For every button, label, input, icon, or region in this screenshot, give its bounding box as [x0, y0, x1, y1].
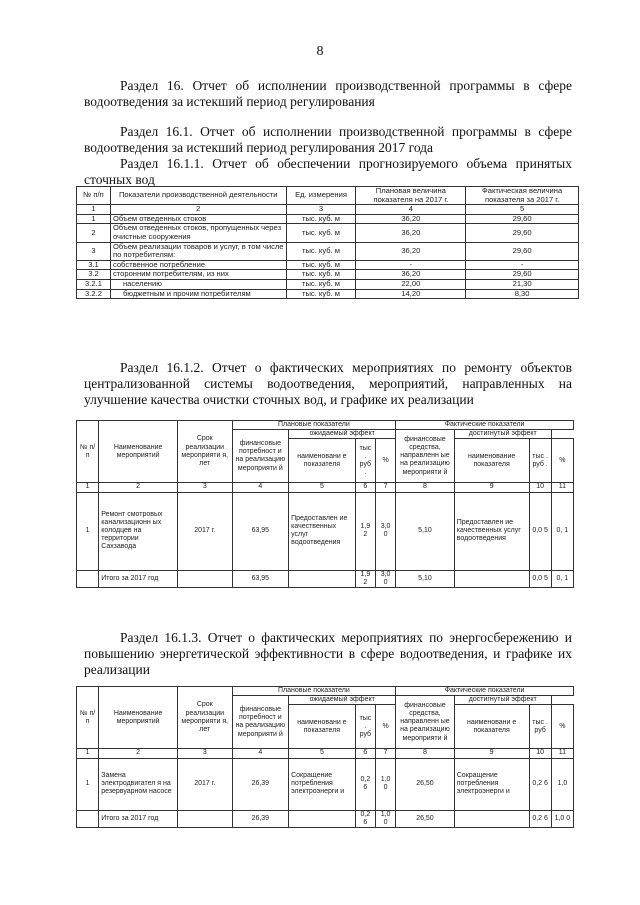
col-header-plan: Плановая величина показателя на 2017 г. [356, 187, 466, 205]
row-plan: 36,20 [356, 224, 466, 242]
col-header-plan: Плановые показатели [232, 687, 396, 696]
col-number: 5 [289, 483, 356, 492]
col-header-achieved-effect: достигнутый эффект [454, 430, 551, 439]
col-number: 1 [77, 483, 99, 492]
row-num: 1 [77, 214, 111, 224]
col-header-effect-name: наименовани е показателя [289, 439, 356, 483]
row-plan: 36,20 [356, 242, 466, 260]
row-effect-name: Предоставлен ие качественных услуг водоотведения [289, 492, 356, 570]
table-row [77, 279, 579, 289]
row-num: 3.2 [77, 270, 111, 280]
total-fact-finance: 26,50 [396, 810, 455, 827]
total-achieved-value: 0,0 5 [529, 570, 551, 587]
col-header-achieved-name: наименование показателя [454, 439, 529, 483]
row-indicator: населению [110, 279, 286, 289]
row-plan: - [356, 260, 466, 270]
section-16-title: Раздел 16. Отчет об исполнении производственной программы в сфере водоотведения за истекший период регулирования [84, 78, 572, 109]
table-row [77, 224, 579, 242]
received-wastewater-table [76, 186, 579, 299]
table-header-row [77, 187, 579, 205]
col-number: 10 [529, 749, 551, 758]
table-total-row [77, 810, 574, 827]
total-achieved-pct: 0, 1 [551, 570, 573, 587]
col-number: 11 [551, 483, 573, 492]
col-number: 6 [355, 483, 375, 492]
row-fact: 29,60 [466, 242, 579, 260]
row-num [77, 570, 99, 587]
row-num: 3.1 [77, 260, 111, 270]
col-header-achieved-value: тыс . руб [529, 705, 551, 749]
col-number: 8 [396, 749, 455, 758]
row-indicator: Объем отведенных стоков, пропущенных через очистные сооружения [110, 224, 286, 242]
total-label: Итого за 2017 год [99, 810, 178, 827]
col-header-plan-finance: финансовые потребност и на реализацию мероприяти й [232, 696, 289, 749]
col-number: 4 [232, 483, 289, 492]
total-effect-pct: 1,0 0 [375, 810, 395, 827]
row-effect-value: 0,2 6 [355, 758, 375, 810]
row-num: 1 [77, 492, 99, 570]
col-header-achieved-effect: достигнутый эффект [454, 696, 551, 705]
col-number: 5 [466, 205, 579, 215]
col-header-num: № п/ п [77, 421, 99, 483]
row-plan: 36,20 [356, 270, 466, 280]
col-header-effect-pct: % [375, 705, 395, 749]
col-header-effect-name: наименовани е показателя [289, 705, 356, 749]
row-term [178, 570, 233, 587]
col-header-term: Срок реализации мероприяти я, лет [178, 421, 233, 483]
col-number: 7 [375, 749, 395, 758]
col-number: 4 [356, 205, 466, 215]
row-plan: 14,20 [356, 289, 466, 299]
row-effect-name [289, 570, 356, 587]
col-header-achieved-pct: % [551, 439, 573, 483]
col-number: 7 [375, 483, 395, 492]
col-number: 2 [99, 483, 178, 492]
col-number: 4 [232, 749, 289, 758]
col-number: 9 [454, 483, 529, 492]
row-unit: тыс. куб. м [286, 242, 356, 260]
row-num: 1 [77, 758, 99, 810]
row-fact: 29,60 [466, 214, 579, 224]
energy-saving-table [76, 686, 574, 828]
row-achieved-name [454, 810, 529, 827]
section-16-1-2-title: Раздел 16.1.2. Отчет о фактических мероприятиях по ремонту объектов централизованной системы водоотведения, мероприятий, направленных на улучшение качества очистки сточных вод, и графике их реализации [84, 360, 572, 407]
row-effect-value: 1,9 2 [355, 492, 375, 570]
row-num: 3.2.1 [77, 279, 111, 289]
row-unit: тыс. куб. м [286, 289, 356, 299]
total-effect-value: 1,9 2 [355, 570, 375, 587]
column-number-row [77, 483, 574, 492]
row-unit: тыс. куб. м [286, 279, 356, 289]
table-row [77, 758, 574, 810]
col-header-achieved-value: тыс . руб . [529, 439, 551, 483]
row-achieved-name: Предоставлен ие качественных услуг водоотведения [454, 492, 529, 570]
col-number: 3 [178, 749, 233, 758]
row-measure: Замена электродвигател я на резервуарном насосе [99, 758, 178, 810]
col-number: 1 [77, 205, 111, 215]
col-header-effect-value: тыс . руб . [355, 439, 375, 483]
col-number: 9 [454, 749, 529, 758]
row-effect-name: Сокращение потребления электроэнерги и [289, 758, 356, 810]
col-header-expected-effect: ожидаемый эффект [289, 430, 396, 439]
col-header-fact: Фактические показатели [396, 421, 574, 430]
row-indicator: бюджетным и прочим потребителям [110, 289, 286, 299]
total-label: Итого за 2017 год [99, 570, 178, 587]
col-header-term: Срок реализации мероприяти я, лет [178, 687, 233, 749]
total-achieved-pct: 1,0 0 [551, 810, 573, 827]
total-achieved-value: 0,2 6 [529, 810, 551, 827]
row-unit: тыс. куб. м [286, 270, 356, 280]
total-fact-finance: 5,10 [396, 570, 455, 587]
col-header-achieved-pct: % [551, 705, 573, 749]
col-header-achieved-name: наименовани е показателя [454, 705, 529, 749]
column-number-row [77, 205, 579, 215]
row-fact-finance: 5,10 [396, 492, 455, 570]
row-fact: 21,30 [466, 279, 579, 289]
col-number: 10 [529, 483, 551, 492]
col-header-measure: Наименование мероприятий [99, 687, 178, 749]
col-number: 2 [99, 749, 178, 758]
row-unit: тыс. куб. м [286, 224, 356, 242]
col-header-unit: Ед. измерения [286, 187, 356, 205]
row-effect-pct: 1,0 0 [375, 758, 395, 810]
col-header-fact-finance: финансовые средства, направленн ые на реализацию мероприяти й [396, 696, 455, 749]
table-header-row [77, 421, 574, 430]
section-16-1-title: Раздел 16.1. Отчет об исполнении производственной программы в сфере водоотведения за истекший период регулирования 2017 года [84, 124, 572, 155]
section-16-1-1-title: Раздел 16.1.1. Отчет об обеспечении прогнозируемого объема принятых сточных вод [84, 156, 572, 187]
row-fact: - [466, 260, 579, 270]
row-num: 3.2.2 [77, 289, 111, 299]
row-achieved-name [454, 570, 529, 587]
row-fact-finance: 26,50 [396, 758, 455, 810]
col-header-plan: Плановые показатели [232, 421, 396, 430]
row-term: 2017 г. [178, 492, 233, 570]
col-header-plan-finance: финансовые потребност и на реализацию мероприяти й [232, 430, 289, 483]
row-effect-pct: 3,0 0 [375, 492, 395, 570]
row-indicator: собственное потребление [110, 260, 286, 270]
col-header-fact: Фактические показатели [396, 687, 574, 696]
row-num: 3 [77, 242, 111, 260]
col-number: 1 [77, 749, 99, 758]
row-term: 2017 г. [178, 758, 233, 810]
row-unit: тыс. куб. м [286, 260, 356, 270]
col-header-fact: Фактическая величина показателя за 2017 г. [466, 187, 579, 205]
table-row [77, 270, 579, 280]
row-indicator: сторонним потребителям, из них [110, 270, 286, 280]
col-header-fact-finance: финансовые средства, направленн ые на реализацию мероприяти й [396, 430, 455, 483]
page-number: 8 [316, 44, 324, 59]
row-fact: 29,60 [466, 270, 579, 280]
col-header-indicator: Показатели производственной деятельности [110, 187, 286, 205]
row-plan-finance: 26,39 [232, 758, 289, 810]
col-header-expected-effect: ожидаемый эффект [289, 696, 396, 705]
total-plan-finance: 26,39 [232, 810, 289, 827]
col-header-effect-value: тыс . руб [355, 705, 375, 749]
col-number: 3 [286, 205, 356, 215]
row-measure: Ремонт смотровых канализационн ых колодцев на территории Сахзавода [99, 492, 178, 570]
col-number: 8 [396, 483, 455, 492]
row-term [178, 810, 233, 827]
section-16-1-3-title: Раздел 16.1.3. Отчет о фактических мероприятиях по энергосбережению и повышению энергетической эффективности в сфере водоотведения, и графике их реализации [84, 630, 572, 677]
col-header-measure: Наименование мероприятий [99, 421, 178, 483]
table-total-row [77, 570, 574, 587]
col-header-num: № п/ п [77, 687, 99, 749]
row-fact: 8,30 [466, 289, 579, 299]
col-header-effect-pct: % [375, 439, 395, 483]
table-row [77, 242, 579, 260]
row-plan: 36,20 [356, 214, 466, 224]
col-number: 2 [110, 205, 286, 215]
row-achieved-pct: 1,0 [551, 758, 573, 810]
total-plan-finance: 63,95 [232, 570, 289, 587]
table-row [77, 492, 574, 570]
col-header-num: № п/п [77, 187, 111, 205]
total-effect-value: 0,2 6 [355, 810, 375, 827]
repair-measures-table [76, 420, 574, 588]
row-achieved-name: Сокращение потребления электроэнерги и [454, 758, 529, 810]
table-header-row [77, 687, 574, 696]
row-indicator: Объем отведенных стоков [110, 214, 286, 224]
row-achieved-value: 0,2 6 [529, 758, 551, 810]
row-achieved-value: 0,0 5 [529, 492, 551, 570]
col-number: 11 [551, 749, 573, 758]
row-indicator: Объем реализации товаров и услуг, в том числе по потребителям: [110, 242, 286, 260]
row-effect-name [289, 810, 356, 827]
table-row [77, 289, 579, 299]
col-number: 3 [178, 483, 233, 492]
total-effect-pct: 3,0 0 [375, 570, 395, 587]
row-plan: 22,00 [356, 279, 466, 289]
row-num: 2 [77, 224, 111, 242]
column-number-row [77, 749, 574, 758]
row-achieved-pct: 0, 1 [551, 492, 573, 570]
row-plan-finance: 63,95 [232, 492, 289, 570]
row-num [77, 810, 99, 827]
col-number: 5 [289, 749, 356, 758]
col-number: 6 [355, 749, 375, 758]
row-unit: тыс. куб. м [286, 214, 356, 224]
row-fact: 29,60 [466, 224, 579, 242]
